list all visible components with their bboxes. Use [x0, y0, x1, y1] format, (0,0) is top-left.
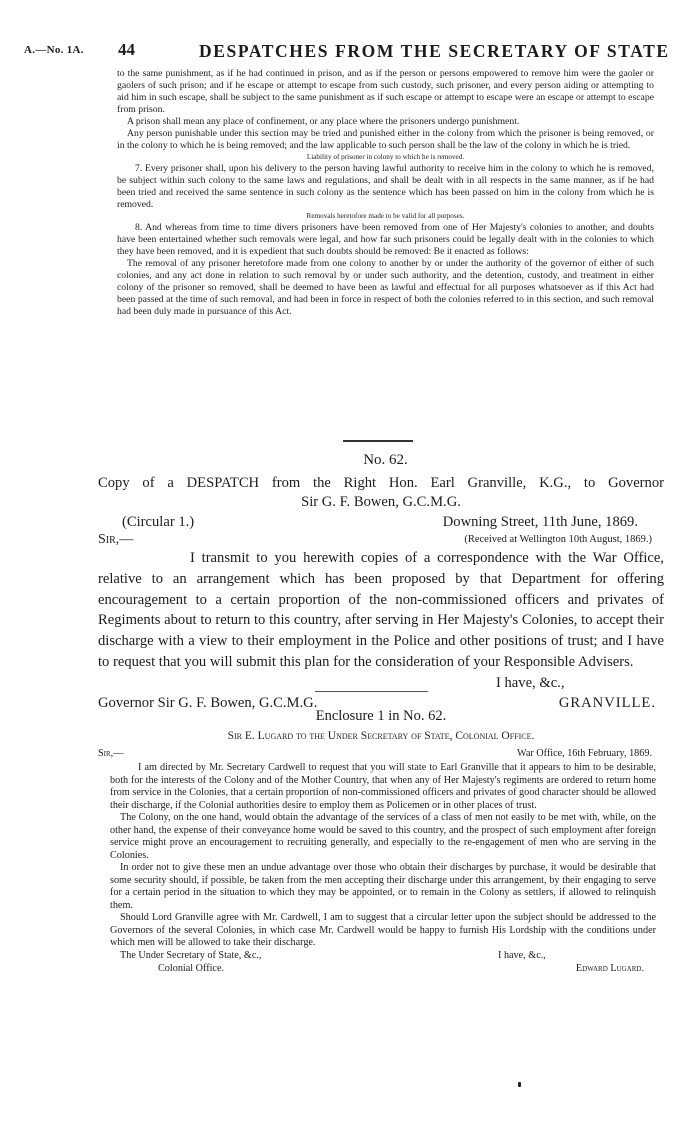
act-paragraph: A prison shall mean any place of confinement, or any place where the prisoners undergo punishment.	[127, 116, 520, 127]
section-divider	[315, 691, 428, 692]
enclosure-paragraph: Should Lord Granville agree with Mr. Cardwell, I am to suggest that a circular letter upon the subject should be addressed to the Governors of the several Colonies, in which case Mr. Cardwell would be happy to furnish His Lordship with the conditions under which men will be allowed to take their discharge.	[110, 912, 656, 948]
marginal-note: Removals heretofore made to be valid for all purposes.	[306, 212, 465, 220]
marginal-note: Liability of prisoner in colony to which he is removed.	[306, 153, 465, 161]
act-text	[117, 68, 654, 318]
enclosure-paragraph: I am directed by Mr. Secretary Cardwell to request that you will state to Earl Granville that it appears to him to be desirable, both for the interests of the Colony and of the Mother Country, that when any of Her Majesty's regiments are ordered to return home from service in the Colonies, that a certain proportion of non-commissioned officers and privates of good character should be allowed their discharge, if the Colonial authorities desire to employ them as Policemen or in other places of trust.	[110, 762, 656, 811]
act-section: 7. Every prisoner shall, upon his delivery to the person having lawful authority to receive him in the colony to which he is removed, be subject within such colony to the same laws and regulations, and shall be dealt with in all respects in the same manner, as if he had been tried and received the same sentence in such colony as the sentence which has been passed on him in the colony from which he is removed.	[117, 163, 654, 210]
circular-number: (Circular 1.)	[122, 514, 195, 530]
despatch-dateline	[98, 512, 664, 532]
despatch-block	[98, 473, 664, 714]
enclosure-addressee: The Under Secretary of State, &c.,	[120, 949, 262, 961]
running-title: DESPATCHES FROM THE SECRETARY OF STATE	[199, 41, 670, 61]
enclosure-heading: Enclosure 1 in No. 62.	[315, 708, 447, 724]
enclosure-subheading: Sir E. Lugard to the Under Secretary of State, Colonial Office.	[227, 730, 535, 742]
enclosure-dateline	[98, 748, 664, 762]
act-paragraph: The removal of any prisoner heretofore made from one colony to another by or under the authority of the governor of either of such colonies, and any act done in relation to such removal by or under such authority, and the detention, custody, and treatment in either colony of the prisoner so removed, shall be deemed to have been as lawful and effectual for all purposes whatsoever as if this Act had been passed at the time of such removal, and had been in force in respect of both the colonies referred to in this section, and such removal had been duly made in pursuance of this Act.	[117, 258, 654, 317]
enclosure-salutation: Sir,—	[98, 748, 124, 759]
despatch-title: Copy of a DESPATCH from the Right Hon. Earl Granville, K.G., to Governor	[98, 475, 664, 491]
act-paragraph: to the same punishment, as if he had continued in prison, and as if the person or persons empowered to remove him were the gaoler or gaolers of such prison; and if he escape or attempt to escape from such custody, such prisoner, and every person aiding or attempting to aid him in such escape, shall be subject to the same punishment as if such escape or attempt to escape were an escape or attempt to escape from prison.	[117, 68, 654, 115]
page-number: 44	[118, 40, 135, 59]
ink-speck	[518, 1082, 521, 1087]
document-reference: A.—No. 1A.	[24, 44, 84, 56]
despatch-addressee: Governor Sir G. F. Bowen, G.C.M.G.	[98, 694, 318, 711]
despatch-number: No. 62.	[363, 452, 408, 468]
enclosure-paragraph: In order not to give these men an undue advantage over those who obtain their discharges by purchase, it would be desirable that some security should, if possible, be taken from the men accepting their discharge under this arrangement, by their engaging to serve for a certain period in the situation to which they may be appointed, or to remain in the Colony as settlers, if allowed to relinquish them.	[110, 862, 656, 911]
despatch-signature: GRANVILLE.	[558, 694, 656, 711]
act-paragraph: Any person punishable under this section may be tried and punished either in the colony from which the prisoner is being removed, or in the colony to which he is being removed; and the law applicable to such person shall be the law of the colony in which he is tried.	[117, 128, 654, 151]
enclosure-body	[98, 762, 664, 950]
enclosure-signature: Edward Lugard.	[575, 962, 644, 974]
despatch-title-recipient: Sir G. F. Bowen, G.C.M.G.	[301, 494, 461, 510]
section-divider	[343, 440, 413, 442]
salutation: Sir,—	[98, 532, 134, 547]
received-date: (Received at Wellington 10th August, 1869.)	[464, 534, 652, 545]
act-section: 8. And whereas from time to time divers prisoners have been removed from one of Her Majesty's colonies to another, and doubts have been entertained whether such removals were legal, and how far such prisoners could be legally dealt with in the colonies to which they have been removed, and it is expedient that such doubts should be removed: Be it enacted as follows:	[117, 222, 654, 257]
despatch-place-date: Downing Street, 11th June, 1869.	[442, 514, 638, 530]
page-header	[24, 40, 670, 62]
despatch-closing: I have, &c.,	[496, 674, 565, 691]
despatch-body: I transmit to you herewith copies of a correspondence with the War Office, relative to an arrangement which has been proposed by that Department for offering encouragement to a certain proportion of the non-commissioned officers and privates of Regiments about to return to this country, after serving in Her Majesty's Colonies, to accept their discharge with a view to their employment in the Police and other positions of trust; and I have to request that you will submit this plan for the consideration of your Responsible Advisers.	[98, 550, 664, 670]
despatch-received-line	[98, 532, 664, 548]
enclosure-addressee-office: Colonial Office.	[158, 962, 225, 974]
enclosure-closing: I have, &c.,	[498, 949, 546, 961]
enclosure	[98, 706, 664, 976]
enclosure-paragraph: The Colony, on the one hand, would obtain the advantage of the services of a class of men not easily to be met with, while, on the other hand, the expense of their conveyance home would be saved to this country, and the prospect of such employment after foreign service might prove an encouragement to recruiting generally, and especially to the re-engagement of men who are serving in the Colonies.	[110, 812, 656, 861]
enclosure-place-date: War Office, 16th February, 1869.	[517, 748, 652, 759]
despatch	[117, 450, 654, 470]
